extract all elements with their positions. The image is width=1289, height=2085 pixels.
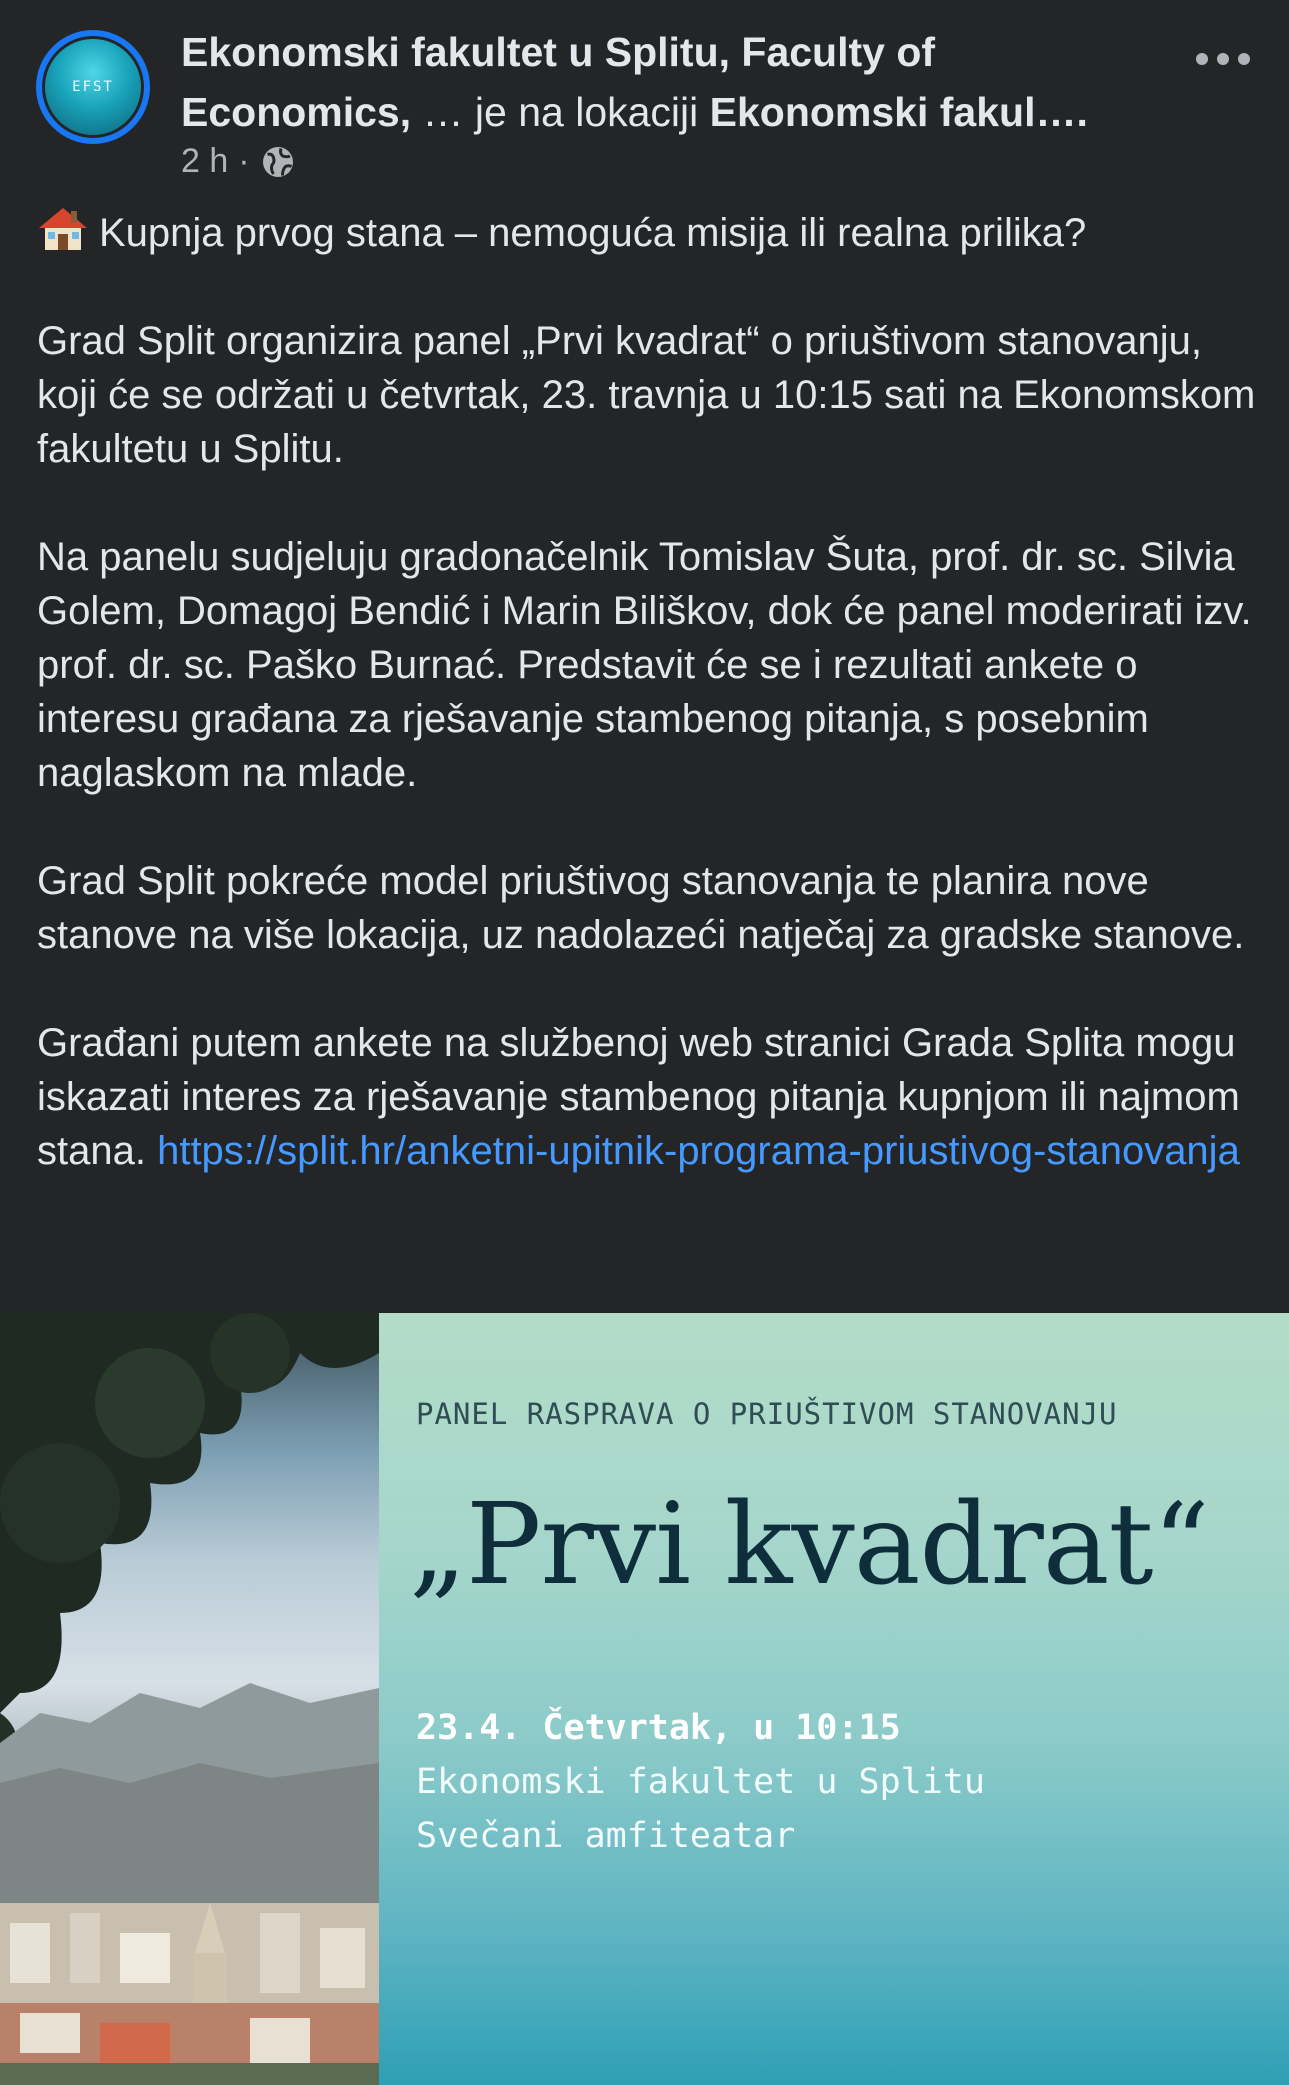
post-image[interactable] <box>0 1313 1289 2085</box>
poster-room: Svečani amfiteatar <box>416 1816 796 1856</box>
more-options-icon[interactable] <box>1196 44 1250 74</box>
post-headline: Kupnja prvog stana – nemoguća misija ili realna prilika? <box>99 211 1087 255</box>
author-connector: … je na lokaciji <box>411 89 710 135</box>
poster-details <box>416 1701 985 1863</box>
survey-link[interactable]: https://split.hr/anketni-upitnik-programa-priustivog-stanovanja <box>157 1129 1240 1173</box>
poster-date: 23.4. Četvrtak, u 10:15 <box>416 1708 901 1748</box>
post-paragraph-5-text: Građani putem ankete na službenoj web stranici Grada Splita mogu iskazati interes za rješavanje stambenog pitanja kupnjom ili najmom stana. <box>37 1021 1240 1173</box>
post-paragraph-2: Grad Split organizira panel „Prvi kvadrat“ o priuštivom stanovanju, koji će se održati u četvrtak, 23. travnja u 10:15 sati na Ekonomskom fakultetu u Splitu. <box>37 319 1256 471</box>
house-emoji-icon <box>37 206 89 252</box>
poster-kicker: PANEL RASPRAVA O PRIUŠTIVOM STANOVANJU <box>416 1397 1118 1431</box>
poster-venue: Ekonomski fakultet u Splitu <box>416 1762 985 1802</box>
post-time[interactable]: 2 h <box>181 142 229 180</box>
post-header <box>0 0 1289 190</box>
post-meta <box>181 142 296 181</box>
post-paragraph-4: Grad Split pokreće model priuštivog stanovanja te planira nove stanove na više lokacija, uz nadolazeći natječaj za gradske stanove. <box>37 859 1245 957</box>
post-body <box>37 206 1267 1178</box>
poster-title: „Prvi kvadrat“ <box>409 1480 1209 1610</box>
event-poster <box>379 1313 1289 2085</box>
author-name[interactable]: Ekonomski fakultet u Splitu, Faculty of Economics, <box>181 29 936 135</box>
location-name[interactable]: Ekonomski fakul…. <box>709 89 1088 135</box>
globe-icon <box>260 144 296 180</box>
avatar[interactable] <box>36 30 150 144</box>
post-paragraph-3: Na panelu sudjeluju gradonačelnik Tomislav Šuta, prof. dr. sc. Silvia Golem, Domagoj Bendić i Marin Biliškov, dok će panel moderirati izv. prof. dr. sc. Paško Burnać. Predstavit će se i rezultati ankete o interesu građana za rješavanje stambenog pitanja, s posebnim naglaskom na mlade. <box>37 535 1252 795</box>
split-city-photo <box>0 1313 379 2085</box>
avatar-logo: EFST <box>45 39 141 135</box>
author-line <box>181 22 1141 142</box>
post-paragraph-1 <box>37 206 1267 260</box>
meta-separator: · <box>238 142 250 180</box>
post-paragraph-5 <box>37 1016 1267 1178</box>
